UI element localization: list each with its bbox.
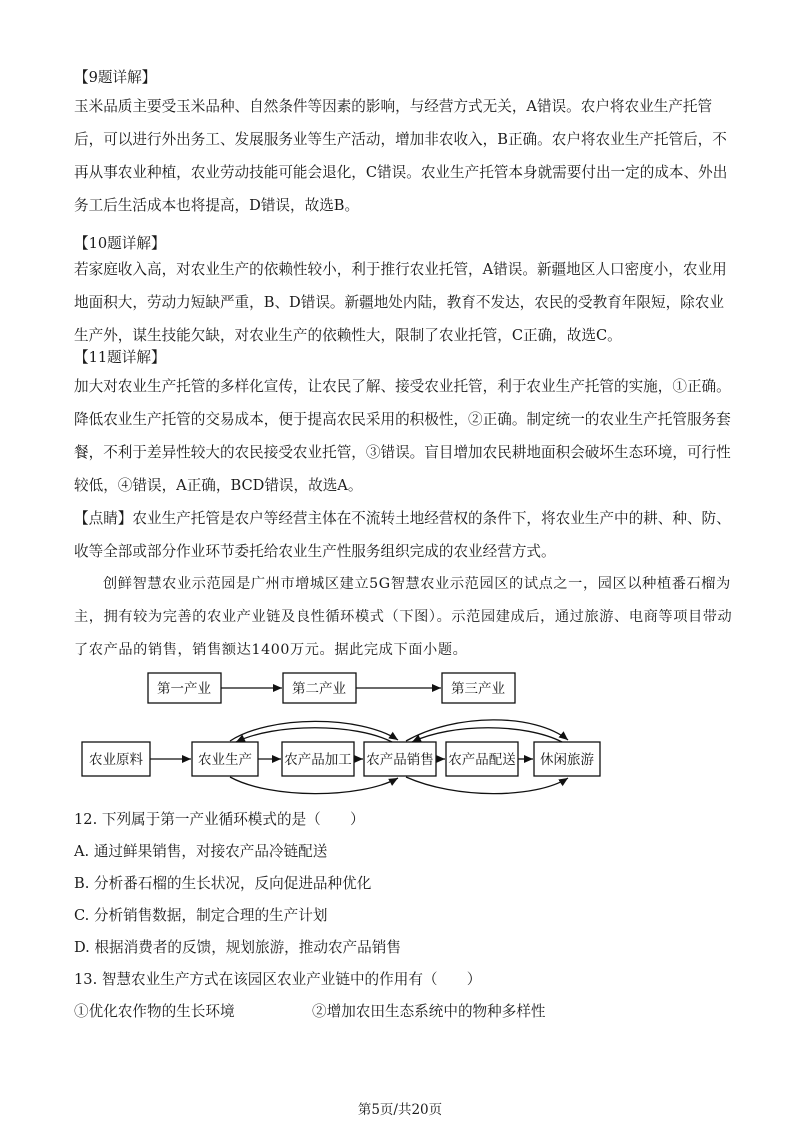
- loop-production-to-sales-lower: [230, 777, 398, 794]
- diagram-label-primary-industry: 第一产业: [157, 681, 211, 697]
- q11-explanation-heading: 【11题详解】: [74, 349, 166, 366]
- question-13-stem: 13. 智慧农业生产方式在该园区农业产业链中的作用有（ ）: [74, 971, 482, 988]
- key-point-note: [74, 502, 734, 568]
- diagram-label-agri-processing: 农产品加工: [284, 752, 352, 768]
- loop-production-to-sales-upper: [230, 721, 398, 741]
- q9-explanation-text: 玉米品质主要受玉米品种、自然条件等因素的影响，与经营方式无关，A错误。农户将农业生产托管后，可以进行外出务工、发展服务业等生产活动，增加非农收入，B正确。农户将农业生产托管后，不再从事农业种植，农业劳动技能可能会退化，C错误。农业生产托管本身就需要付出一定的成本、外出务工后生活成本也将提高，D错误，故选B。: [74, 98, 728, 214]
- question-12-option-b[interactable]: B. 分析番石榴的生长状况，反向促进品种优化: [74, 875, 372, 892]
- question-12-option-c[interactable]: C. 分析销售数据，制定合理的生产计划: [74, 907, 328, 924]
- q11-explanation-text: 加大对农业生产托管的多样化宣传，让农民了解、接受农业托管，利于农业生产托管的实施，①正确。降低农业生产托管的交易成本，便于提高农民采用的积极性，②正确。制定统一的农业生产托管服务套餐，不利于差异性较大的农民接受农业托管，③错误。盲目增加农民耕地面积会破坏生态环境，可行性较低，④错误，A正确，BCD错误，故选A。: [74, 378, 731, 494]
- diagram-box-primary-industry: [148, 673, 221, 703]
- diagram-label-agri-production: 农业生产: [198, 752, 252, 768]
- case-intro: 创鲜智慧农业示范园是广州市增城区建立5G智慧农业示范园区的试点之一，园区以种植番石榴为主，拥有较为完善的农业产业链及良性循环模式（下图）。示范园建成后，通过旅游、电商等项目带动了农产品的销售，销售额达1400万元。据此完成下面小题。: [74, 576, 733, 658]
- diagram-box-agri-production: [192, 742, 258, 776]
- diagram-box-leisure-tourism: [534, 742, 600, 776]
- diagram-box-agri-processing: [282, 742, 354, 776]
- diagram-label-tertiary-industry: 第三产业: [451, 681, 505, 697]
- loop-sales-to-tourism-upper: [406, 720, 568, 741]
- key-point-label: 【点睛】: [74, 510, 133, 527]
- diagram-label-secondary-industry: 第二产业: [292, 681, 346, 697]
- loop-tourism-to-sales-upper: [412, 728, 562, 742]
- diagram-box-agri-sales: [364, 742, 436, 776]
- diagram-box-tertiary-industry: [442, 673, 515, 703]
- question-12-option-a[interactable]: A. 通过鲜果销售，对接农产品冷链配送: [74, 843, 328, 860]
- loop-sales-to-production-upper: [236, 728, 392, 742]
- q9-explanation-heading: 【9题详解】: [74, 69, 157, 86]
- diagram-label-agri-distribution: 农产品配送: [448, 752, 516, 768]
- question-12-option-d[interactable]: D. 根据消费者的反馈，规划旅游，推动农产品销售: [74, 939, 401, 956]
- question-12-stem: 12. 下列属于第一产业循环模式的是（ ）: [74, 811, 365, 828]
- loop-sales-to-tourism-lower: [406, 777, 568, 794]
- industry-chain-diagram: [80, 665, 640, 800]
- diagram-label-agri-raw-material: 农业原料: [89, 752, 143, 768]
- q10-explanation-text: 若家庭收入高，对农业生产的依赖性较小，利于推行农业托管，A错误。新疆地区人口密度小，农业用地面积大，劳动力短缺严重，B、D错误。新疆地处内陆，教育不发达，农民的受教育年限短，除农业生产外，谋生技能欠缺，对农业生产的依赖性大，限制了农业托管，C正确，故选C。: [74, 261, 727, 344]
- page-number-footer: 第5页/共20页: [357, 1102, 443, 1118]
- diagram-box-agri-raw-material: [82, 742, 150, 776]
- diagram-label-leisure-tourism: 休闲旅游: [540, 752, 594, 768]
- diagram-box-agri-distribution: [446, 742, 518, 776]
- question-13-option-1[interactable]: ①优化农作物的生长环境: [74, 1003, 235, 1020]
- q10-explanation-heading: 【10题详解】: [74, 235, 166, 252]
- question-13-option-2[interactable]: ②增加农田生态系统中的物种多样性: [312, 1003, 546, 1020]
- diagram-label-agri-sales: 农产品销售: [366, 752, 434, 768]
- diagram-box-secondary-industry: [283, 673, 356, 703]
- key-point-text: 农业生产托管是农户等经营主体在不流转土地经营权的条件下，将农业生产中的耕、种、防、收等全部或部分作业环节委托给农业生产性服务组织完成的农业经营方式。: [74, 510, 731, 560]
